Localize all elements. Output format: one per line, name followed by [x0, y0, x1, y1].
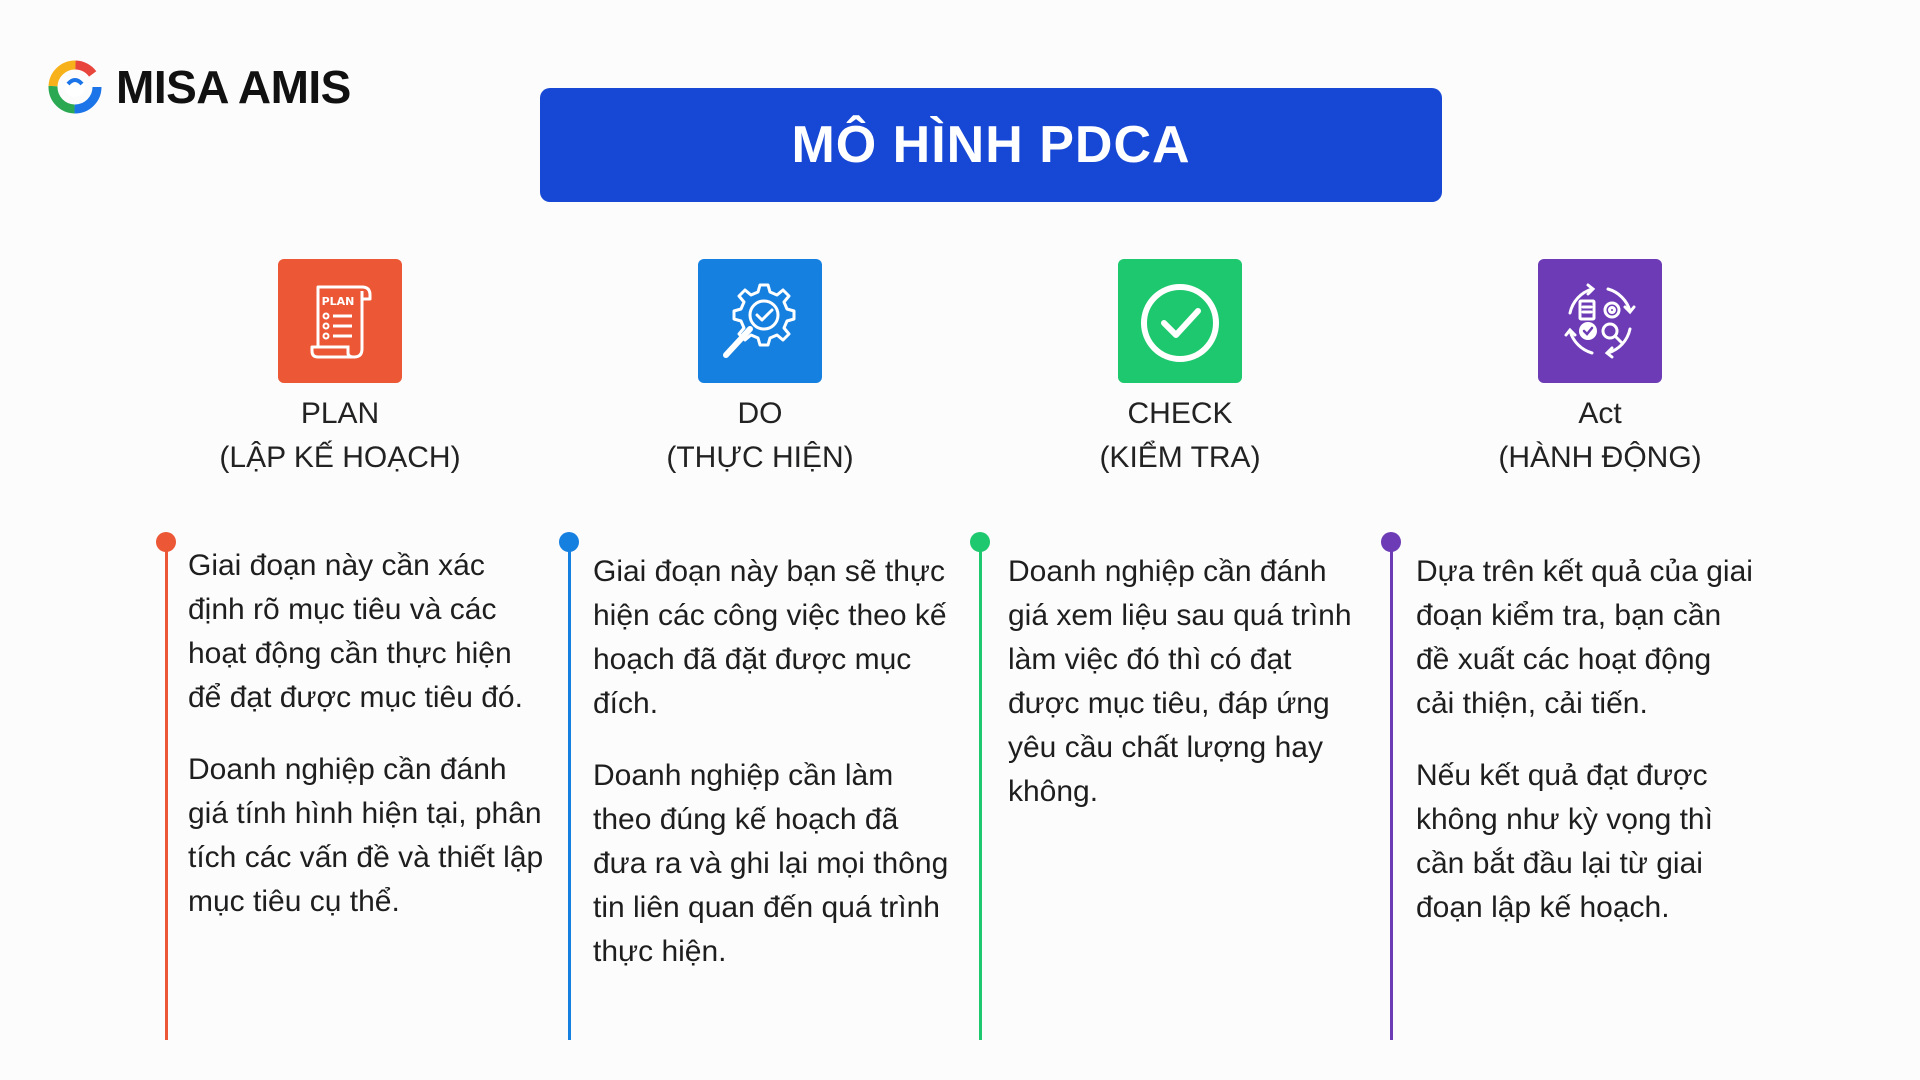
plan-paragraph: Giai đoạn này cần xác định rõ mục tiêu và các hoạt động cần thực hiện để đạt được mục tiêu đó.: [188, 549, 523, 714]
cycle-action-icon: [1548, 269, 1652, 373]
check-paragraph: Doanh nghiệp cần đánh giá xem liệu sau quá trình làm việc đó thì có đạt được mục tiêu, đáp ứng yêu cầu chất lượng hay không.: [1008, 555, 1352, 808]
check-icon-box: [1118, 259, 1242, 383]
brand-name: MISA AMIS: [116, 61, 351, 113]
timeline-line-act: [1390, 540, 1393, 1040]
page-title: MÔ HÌNH PDCA: [791, 116, 1191, 174]
act-icon-box: [1538, 259, 1662, 383]
timeline-line-check: [979, 540, 982, 1040]
stage-act-name: Act: [1578, 397, 1622, 430]
timeline-dot-do: [559, 532, 579, 552]
timeline-dot-check: [970, 532, 990, 552]
stage-check-name: CHECK: [1127, 397, 1233, 430]
timeline-dot-plan: [156, 532, 176, 552]
timeline-line-plan: [165, 540, 168, 1040]
do-paragraph: Doanh nghiệp cần làm theo đúng kế hoạch đã đưa ra và ghi lại mọi thông tin liên quan đến quá trình thực hiện.: [593, 759, 949, 968]
gear-check-icon: [708, 269, 812, 373]
stage-check-header: [1000, 259, 1360, 479]
timeline-line-do: [568, 540, 571, 1040]
plan-icon-box: [278, 259, 402, 383]
brand-logo: [44, 56, 351, 118]
plan-document-icon: [288, 269, 392, 373]
stage-do-name: DO: [737, 397, 783, 430]
title-banner: [540, 88, 1442, 202]
act-paragraph: Dựa trên kết quả của giai đoạn kiểm tra, bạn cần đề xuất các hoạt động cải thiện, cải tiến.: [1416, 555, 1753, 720]
stage-act-subtitle: (HÀNH ĐỘNG): [1498, 441, 1702, 474]
timeline-dot-act: [1381, 532, 1401, 552]
do-icon-box: [698, 259, 822, 383]
stage-check-description: [1008, 550, 1368, 842]
stage-do-subtitle: (THỰC HIỆN): [666, 441, 854, 474]
stage-plan-name: PLAN: [300, 397, 380, 430]
stage-do-description: [593, 550, 953, 1002]
stage-plan-header: [160, 259, 520, 479]
stage-check-subtitle: (KIỂM TRA): [1099, 441, 1261, 474]
stage-act-description: [1416, 550, 1756, 958]
plan-paragraph: Doanh nghiệp cần đánh giá tính hình hiện tại, phân tích các vấn đề và thiết lập mục tiêu cụ thể.: [188, 753, 544, 918]
do-paragraph: Giai đoạn này bạn sẽ thực hiện các công việc theo kế hoạch đã đặt được mục đích.: [593, 555, 947, 720]
act-paragraph: Nếu kết quả đạt được không như kỳ vọng thì cần bắt đầu lại từ giai đoạn lập kế hoạch.: [1416, 759, 1713, 924]
stage-plan-subtitle: (LẬP KẾ HOẠCH): [219, 441, 461, 474]
stage-plan-description: [188, 544, 548, 952]
stage-act-header: [1420, 259, 1780, 479]
plan-icon-label: PLAN: [321, 295, 355, 308]
misa-amis-logo-icon: [44, 56, 106, 118]
checkmark-circle-icon: [1128, 269, 1232, 373]
stage-do-header: [580, 259, 940, 479]
